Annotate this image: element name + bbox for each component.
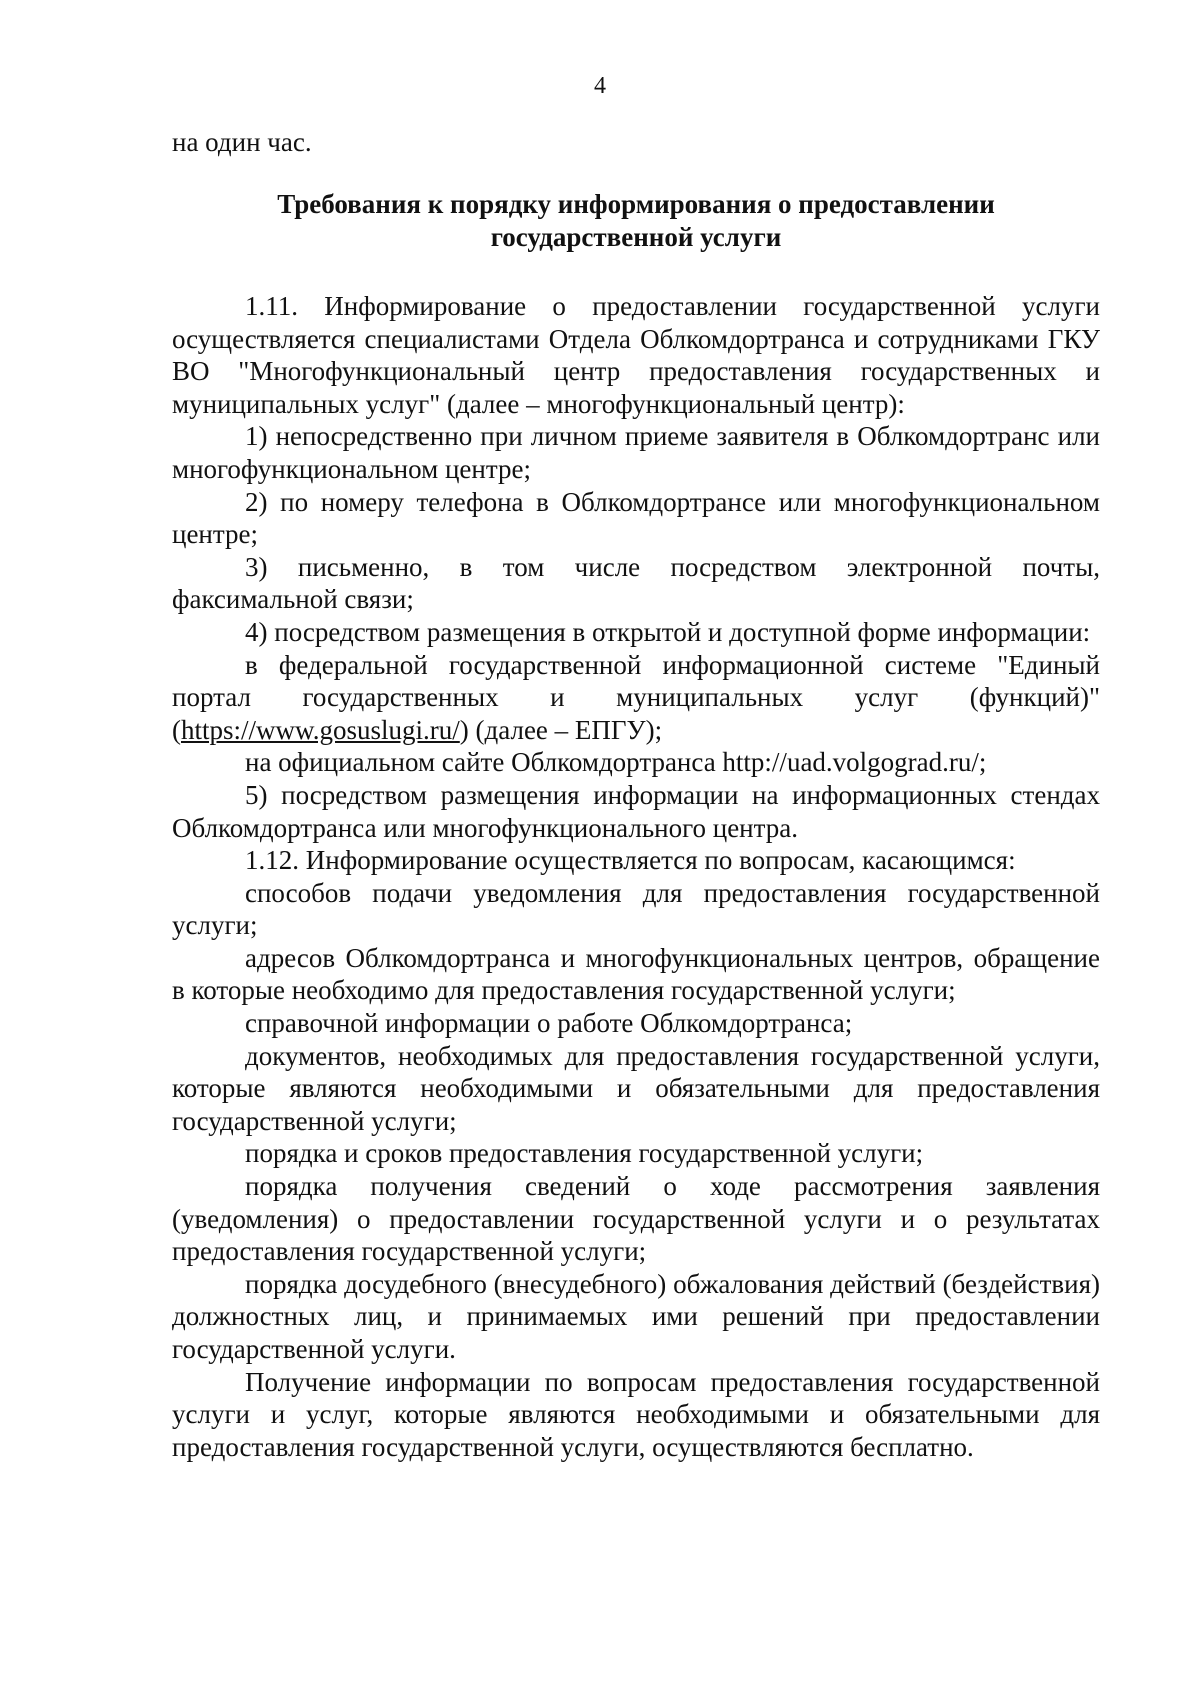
- heading-line-1: Требования к порядку информирования о предоставлении: [277, 189, 995, 219]
- gosuslugi-link[interactable]: https://www.gosuslugi.ru/: [181, 714, 460, 745]
- paragraph-topic-methods: способов подачи уведомления для предоставления государственной услуги;: [172, 877, 1100, 941]
- section-heading: [172, 188, 1100, 254]
- paragraph-item-3: 3) письменно, в том числе посредством электронной почты, факсимальной связи;: [172, 551, 1100, 615]
- paragraph-topic-documents: документов, необходимых для предоставления государственной услуги, которые являются необходимыми и обязательными для предоставления государственной услуги;: [172, 1040, 1100, 1136]
- paragraph-official-site: на официальном сайте Облкомдортранса http://uad.volgograd.ru/;: [245, 747, 987, 778]
- page-number: 4: [594, 73, 606, 99]
- epgu-text-before: в федеральной государственной информационной системе "Единый портал государственных и муниципальных услуг (функций)" (: [172, 649, 1100, 745]
- paragraph-topic-progress: порядка получения сведений о ходе рассмотрения заявления (уведомления) о предоставлении государственной услуги и о результатах предоставления государственной услуги;: [172, 1171, 1100, 1267]
- paragraph-item-5: 5) посредством размещения информации на информационных стендах Облкомдортранса или многофункционального центра.: [172, 779, 1100, 843]
- paragraph-topic-terms: порядка и сроков предоставления государственной услуги;: [245, 1138, 924, 1169]
- paragraph-epgu: [172, 649, 1100, 747]
- epgu-text-after: ) (далее – ЕПГУ);: [459, 714, 663, 745]
- paragraph-1-12: 1.12. Информирование осуществляется по вопросам, касающимся:: [245, 845, 1016, 876]
- paragraph-item-4: 4) посредством размещения в открытой и доступной форме информации:: [245, 616, 1091, 647]
- heading-line-2: государственной услуги: [490, 222, 782, 252]
- paragraph-item-2: 2) по номеру телефона в Облкомдортрансе или многофункциональном центре;: [172, 486, 1100, 550]
- paragraph-topic-appeal: порядка досудебного (внесудебного) обжалования действий (бездействия) должностных лиц, и принимаемых ими решений при предоставлении государственной услуги.: [172, 1268, 1100, 1364]
- paragraph-free-of-charge: Получение информации по вопросам предоставления государственной услуги и услуг, которые являются необходимыми и обязательными для предоставления государственной услуги, осуществляются бесплатно.: [172, 1366, 1100, 1462]
- paragraph-topic-reference: справочной информации о работе Облкомдортранса;: [245, 1008, 853, 1039]
- paragraph-topic-addresses: адресов Облкомдортранса и многофункциональных центров, обращение в которые необходимо для предоставления государственной услуги;: [172, 942, 1100, 1006]
- body-text: [172, 290, 1100, 1463]
- paragraph-item-1: 1) непосредственно при личном приеме заявителя в Облкомдортранс или многофункциональном центре;: [172, 421, 1100, 484]
- paragraph-1-11: 1.11. Информирование о предоставлении государственной услуги осуществляется специалистами Отдела Облкомдортранса и сотрудниками ГКУ ВО "Многофункциональный центр предоставления государственных и муниципальных услуг" (далее – многофункциональный центр):: [172, 291, 1100, 419]
- continuation-text: на один час.: [172, 127, 312, 157]
